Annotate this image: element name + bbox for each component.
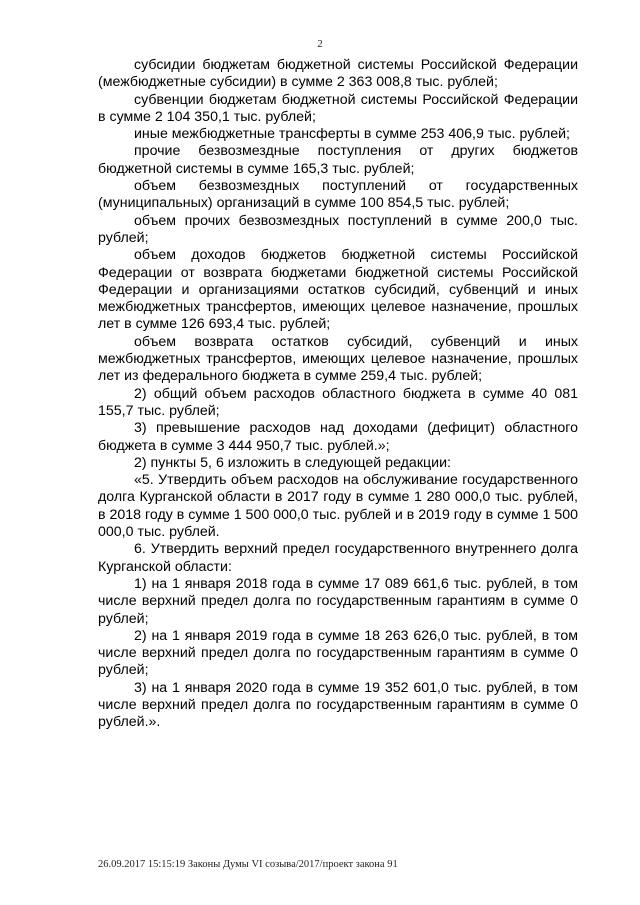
- page-number: 2: [317, 38, 323, 50]
- paragraph: 6. Утвердить верхний предел государственного внутреннего долга Курганской области:: [98, 541, 578, 575]
- paragraph: 3) превышение расходов над доходами (дефицит) областного бюджета в сумме 3 444 950,7 тыс. рублей.»;: [98, 420, 578, 454]
- paragraph: 1) на 1 января 2018 года в сумме 17 089 661,6 тыс. рублей, в том числе верхний предел долга по государственным гарантиям в сумме 0 рублей;: [98, 575, 578, 627]
- paragraph: прочие безвозмездные поступления от других бюджетов бюджетной системы в сумме 165,3 тыс. рублей;: [98, 143, 578, 177]
- paragraph: «5. Утвердить объем расходов на обслуживание государственного долга Курганской области в 2017 году в сумме 1 280 000,0 тыс. рублей, в 2018 году в сумме 1 500 000,0 тыс. рублей и в 2019 году в сумме 1 500 000,0 тыс. рублей.: [98, 472, 578, 541]
- paragraph: объем прочих безвозмездных поступлений в сумме 200,0 тыс. рублей;: [98, 212, 578, 246]
- paragraph: 2) пункты 5, 6 изложить в следующей редакции:: [134, 454, 451, 471]
- paragraph: объем возврата остатков субсидий, субвенций и иных межбюджетных трансфертов, имеющих целевое назначение, прошлых лет из федерального бюджета в сумме 259,4 тыс. рублей;: [98, 333, 578, 385]
- paragraph: 2) общий объем расходов областного бюджета в сумме 40 081 155,7 тыс. рублей;: [98, 385, 578, 419]
- document-body: [98, 57, 578, 732]
- paragraph: 3) на 1 января 2020 года в сумме 19 352 601,0 тыс. рублей, в том числе верхний предел долга по государственным гарантиям в сумме 0 рублей.».: [98, 679, 578, 731]
- paragraph: объем доходов бюджетов бюджетной системы Российской Федерации от возврата бюджетами бюджетной системы Российской Федерации и организациями остатков субсидий, субвенций и иных межбюджетных трансфертов, имеющих целевое назначение, прошлых лет в сумме 126 693,4 тыс. рублей;: [98, 247, 578, 333]
- paragraph: 2) на 1 января 2019 года в сумме 18 263 626,0 тыс. рублей, в том числе верхний предел долга по государственным гарантиям в сумме 0 рублей;: [98, 627, 578, 679]
- paragraph: субсидии бюджетам бюджетной системы Российской Федерации (межбюджетные субсидии) в сумме 2 363 008,8 тыс. рублей;: [98, 57, 578, 91]
- document-footer: 26.09.2017 15:15:19 Законы Думы VI созыва/2017/проект закона 91: [98, 859, 398, 870]
- paragraph: субвенции бюджетам бюджетной системы Российской Федерации в сумме 2 104 350,1 тыс. рублей;: [98, 91, 578, 125]
- paragraph: иные межбюджетные трансферты в сумме 253 406,9 тыс. рублей;: [134, 126, 571, 143]
- paragraph: объем безвозмездных поступлений от государственных (муниципальных) организаций в сумме 100 854,5 тыс. рублей;: [98, 178, 578, 212]
